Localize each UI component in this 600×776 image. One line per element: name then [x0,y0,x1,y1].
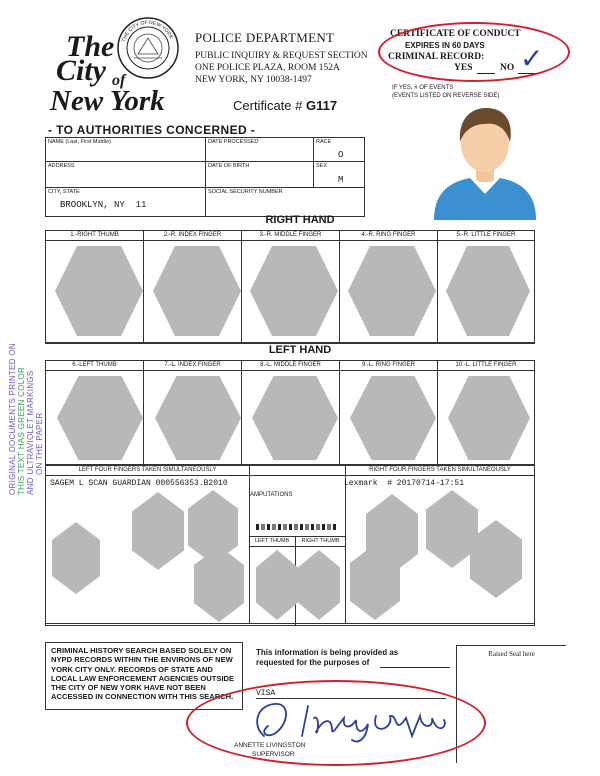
sex-value: M [338,175,344,185]
sex-label: SEX [316,163,328,169]
sex-cell [314,162,365,188]
race-cell [314,138,365,162]
certificate-label: Certificate # [233,98,303,113]
dept-title: POLICE DEPARTMENT [195,30,335,45]
signer-name: ANNETTE LIVINGSTON [234,742,306,749]
city-label: CITY, STATE [48,189,80,195]
left-hand-title: LEFT HAND [268,344,332,356]
no-label: NO [500,63,515,73]
address-line-1: PUBLIC INQUIRY & REQUEST SECTION [195,51,368,61]
amputations-label: AMPUTATIONS [250,492,293,498]
race-label: RACE [316,139,332,145]
barcode-redacted [256,524,336,530]
side-watermark [8,343,88,515]
red-circle-conduct [378,22,570,82]
ssn-label: SOCIAL SECURITY NUMBER [208,189,283,195]
personal-info-grid [45,137,365,217]
city-cell [46,188,206,217]
purpose-value: VISA [256,689,276,698]
red-circle-signature [186,680,486,766]
left-middle-label: 8.-L. MIDDLE FINGER [242,361,339,371]
check-mark-icon: ✓ [520,42,544,75]
conduct-expires: EXPIRES IN 60 DAYS [405,41,485,50]
left-ring-label: 9.-L. RING FINGER [340,361,437,371]
if-yes-label: IF YES, # OF EVENTS [392,85,454,91]
signer-title: SUPERVISOR [252,751,295,758]
conduct-title: CERTIFICATE OF CONDUCT [390,29,521,39]
date-processed-label: DATE PROCESSED [208,139,259,145]
scanner-right: Lexmark # 20170714-17:51 [344,479,465,488]
certificate-number [233,98,337,113]
right-middle-label: 3.-R. MIDDLE FINGER [242,231,339,241]
right-thumb-label: 1.-RIGHT THUMB [46,231,143,241]
city-value: BROOKLYN, NY 11 [60,200,147,210]
left-index-label: 7.-L. INDEX FINGER [144,361,241,371]
left-thumb-label: 6.-LEFT THUMB [46,361,143,371]
certificate-value: G117 [306,98,338,113]
seal-text: THE CITY OF NEW YORK [120,19,174,43]
avatar-photo-icon [430,102,540,220]
address-line-3: NEW YORK, NY 10038-1497 [195,75,312,85]
right-index-label: 2.-R. INDEX FINGER [144,231,241,241]
raised-seal-label: Raised Seal here [488,650,535,658]
to-authorities: - TO AUTHORITIES CONCERNED - [48,123,256,137]
logo-of: of [112,72,126,89]
date-processed-cell [206,138,314,162]
right-ring-label: 4.-R. RING FINGER [340,231,437,241]
purpose-blank [380,667,450,668]
address-label: ADDRESS [48,163,75,169]
scanner-left: SAGEM L SCAN GUARDIAN 000556353.B2010 [50,479,228,488]
right-thumb-small-label: RIGHT THUMB [296,537,345,547]
left-little-label: 10.-L. LITTLE FINGER [438,361,534,371]
race-value: O [338,150,344,160]
events-note: (EVENTS LISTED ON REVERSE SIDE) [392,93,500,99]
dob-cell [206,162,314,188]
logo-city: City [56,54,106,87]
watermark-line-1: ORIGINAL DOCUMENTS PRINTED ON [8,343,17,495]
nyc-seal-icon [116,16,180,80]
right-little-label: 5.-R. LITTLE FINGER [438,231,534,241]
watermark-line-2: THIS TEXT HAS GREEN COLOR [17,366,26,495]
ssn-cell [206,188,365,217]
left-four-label: LEFT FOUR FINGERS TAKEN SIMULTANEOUSLY [46,466,249,476]
right-hand-title: RIGHT HAND [265,214,335,226]
left-thumb-small-label: LEFT THUMB [249,537,295,547]
watermark-line-3: AND ULTRAVIOLET MARKINGS [26,370,35,495]
raised-seal-box [456,645,566,763]
purpose-line-1: This information is being provided as [256,648,399,657]
purpose-line-2: requested for the purposes of [256,658,370,667]
name-cell [46,138,206,162]
logo-newyork: New York [50,85,165,117]
criminal-record-label: CRIMINAL RECORD: [388,52,485,62]
yes-label: YES [454,63,473,73]
name-label: NAME (Last, First Middle) [48,139,111,145]
address-cell [46,162,206,188]
dob-label: DATE OF BIRTH [208,163,250,169]
disclaimer-text: CRIMINAL HISTORY SEARCH BASED SOLELY ON NYPD RECORDS WITHIN THE ENVIRONS OF NEW YORK CITY ONLY. RECORDS OF STATE AND LOCAL LAW ENFORCEMENT AGENCIES OUTSIDE THE CITY OF NEW YORK HAVE NOT BEEN ACCESSED IN CONNECTION WITH THIS SEARCH. [51,646,235,702]
right-four-label: RIGHT FOUR FINGERS TAKEN SIMULTANEOUSLY [346,466,534,476]
logo-the: The [66,30,115,63]
watermark-line-4: ON THE PAPER [35,412,44,475]
address-line-2: ONE POLICE PLAZA, ROOM 152A [195,63,340,73]
